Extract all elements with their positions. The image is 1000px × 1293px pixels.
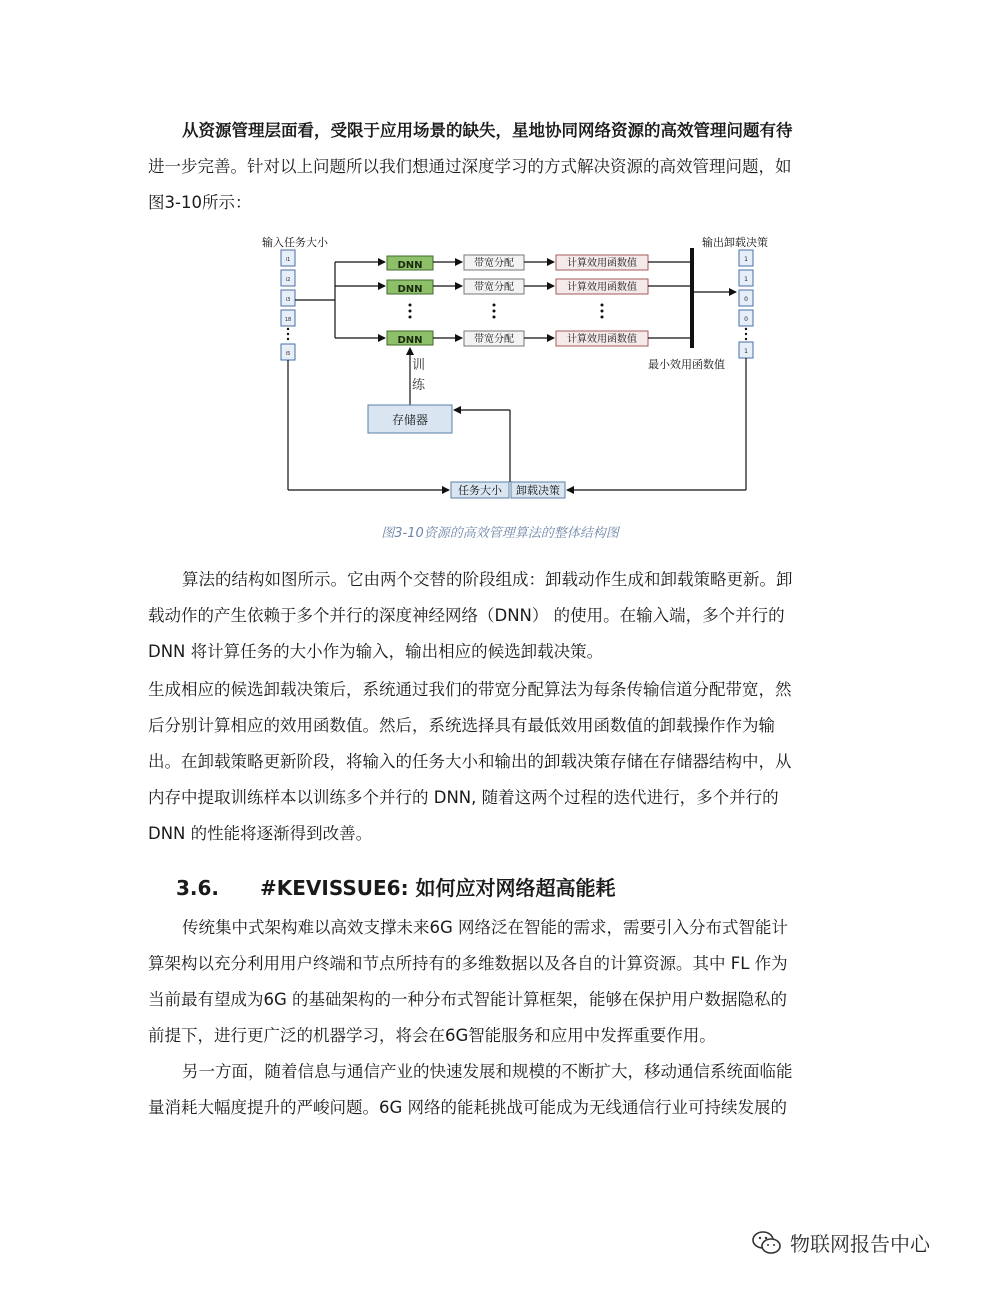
figure-caption: 图3-10资源的高效管理算法的整体结构图 (381, 526, 619, 541)
utility-label: 计算效用函数值 (567, 258, 637, 269)
text-line: 传统集中式架构难以高效支撑未来6G 网络泛在智能的需求，需要引入分布式智能计 (182, 918, 789, 937)
text-line: 进一步完善。针对以上问题所以我们想通过深度学习的方式解决资源的高效管理问题，如 (148, 157, 792, 176)
task-size-label: 任务大小 (458, 484, 502, 497)
output-value: 1 (744, 276, 748, 283)
paragraph-algorithm (148, 562, 848, 670)
text-line: 生成相应的候选卸载决策后，系统通过我们的带宽分配算法为每条传输信道分配带宽，然 (148, 680, 792, 699)
text-line: 从资源管理层面看，受限于应用场景的缺失，星地协同网络资源的高效管理问题有待 (182, 121, 793, 140)
input-vector (281, 250, 295, 360)
section-number: 3.6. (176, 876, 220, 900)
watermark (752, 1228, 930, 1257)
text-line: 算架构以充分利用用户终端和节点所持有的多维数据以及各自的计算资源。其中 FL 作为 (148, 954, 788, 973)
text-line: 载动作的产生依赖于多个并行的深度神经网络（DNN） 的使用。在输入端，多个并行的 (148, 606, 785, 625)
train-label: 练 (412, 378, 426, 393)
text-line: 后分别计算相应的效用函数值。然后，系统选择具有最低效用函数值的卸载操作作为输 (148, 716, 775, 735)
input-value: 18 (284, 317, 292, 323)
bandwidth-label: 带宽分配 (474, 282, 514, 293)
text-line: 图3-10所示： (148, 193, 252, 212)
text-line: 另一方面，随着信息与通信产业的快速发展和规模的不断扩大，移动通信系统面临能 (182, 1062, 793, 1081)
text-line: 算法的结构如图所示。它由两个交替的阶段组成：卸载动作生成和卸载策略更新。卸 (182, 570, 793, 589)
offload-decision-label: 卸载决策 (516, 484, 560, 497)
output-value: 0 (744, 316, 748, 323)
text-line: DNN 的性能将逐渐得到改善。 (148, 824, 373, 843)
dnn-label: DNN (397, 335, 423, 346)
ellipsis-dots (409, 304, 604, 319)
paragraph-energy (148, 1054, 848, 1126)
text-line: 前提下，进行更广泛的机器学习，将会在6G智能服务和应用中发挥重要作用。 (148, 1026, 716, 1045)
utility-label: 计算效用函数值 (567, 282, 637, 293)
wechat-icon (752, 1230, 782, 1256)
section-heading (176, 872, 616, 901)
input-size-label: 输入任务大小 (262, 236, 328, 249)
output-value: 1 (744, 348, 748, 355)
input-value: i5 (285, 351, 291, 357)
dnn-label: DNN (397, 284, 423, 295)
text-line: 出。在卸载策略更新阶段，将输入的任务大小和输出的卸载决策存储在存储器结构中，从 (148, 752, 792, 771)
architecture-figure (0, 0, 1000, 515)
text-line: 当前最有望成为6G 的基础架构的一种分布式智能计算框架，能够在保护用户数据隐私的 (148, 990, 788, 1009)
text-line: 内存中提取训练样本以训练多个并行的 DNN, 随着这两个过程的迭代进行，多个并行的 (148, 788, 779, 807)
input-value: i1 (285, 257, 291, 263)
utility-label: 计算效用函数值 (567, 334, 637, 345)
section-title: #KEVISSUE6: 如何应对网络超高能耗 (260, 876, 616, 900)
dnn-label: DNN (397, 260, 423, 271)
paragraph-architecture (148, 910, 848, 1054)
min-utility-label: 最小效用函数值 (648, 358, 725, 371)
train-label: 训 (412, 358, 426, 373)
bandwidth-label: 带宽分配 (474, 258, 514, 269)
text-line: DNN 将计算任务的大小作为输入，输出相应的候选卸载决策。 (148, 642, 604, 661)
memory-label: 存储器 (391, 413, 429, 427)
paragraph-offload (148, 672, 848, 852)
output-vector (739, 250, 753, 358)
selection-bar (690, 248, 694, 348)
output-value: 1 (744, 256, 748, 263)
watermark-text: 物联网报告中心 (790, 1232, 930, 1256)
output-decision-label: 输出卸载决策 (702, 236, 768, 249)
input-value: i3 (285, 297, 291, 303)
input-value: i2 (285, 277, 291, 283)
bandwidth-label: 带宽分配 (474, 334, 514, 345)
text-line: 量消耗大幅度提升的严峻问题。6G 网络的能耗挑战可能成为无线通信行业可持续发展的 (148, 1098, 788, 1117)
output-value: 0 (744, 296, 748, 303)
